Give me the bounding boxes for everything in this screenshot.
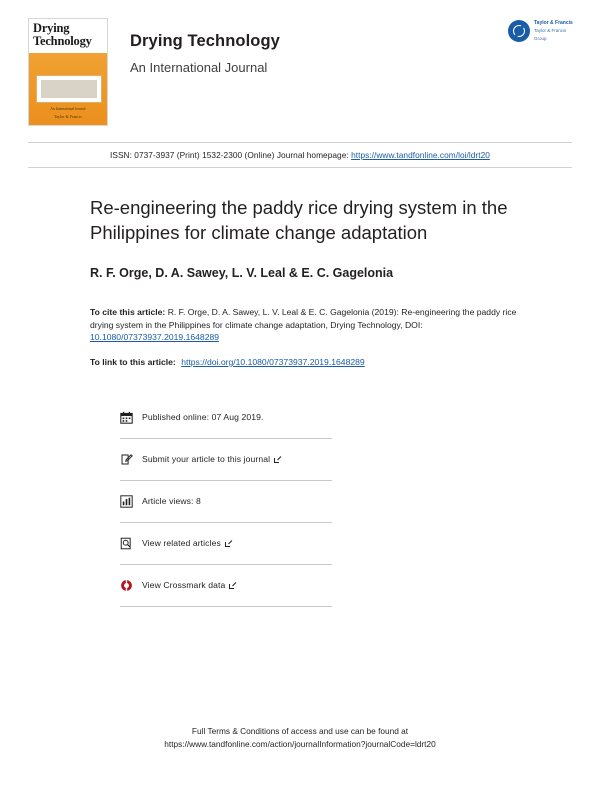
article-link-block <box>90 357 572 367</box>
journal-title: Drying Technology <box>130 32 280 50</box>
action-row-crossmark[interactable] <box>120 565 332 607</box>
external-link-icon <box>229 582 236 589</box>
tf-logo-line2: Taylor & Francis Group <box>534 27 567 41</box>
action-label-crossmark <box>142 580 236 590</box>
issn-line <box>28 142 572 168</box>
article-link-label: To link to this article: <box>90 356 176 367</box>
action-text-crossmark: View Crossmark data <box>142 580 226 591</box>
article-authors: R. F. Orge, D. A. Sawey, L. V. Leal & E. C. Gagelonia <box>90 266 394 280</box>
action-row-published-online <box>120 397 332 439</box>
action-row-related-articles[interactable] <box>120 523 332 565</box>
action-label-published-online: Published online: 07 Aug 2019. <box>142 412 264 423</box>
external-link-icon <box>225 540 232 547</box>
article-doi-link[interactable]: https://doi.org/10.1080/07373937.2019.1648289 <box>181 356 365 367</box>
cover-artwork <box>29 53 107 125</box>
cover-title-line2: Technology <box>33 34 92 48</box>
action-text-submit-article: Submit your article to this journal <box>142 454 271 465</box>
citation-block <box>90 306 522 344</box>
cover-photo-inner <box>41 80 97 98</box>
action-label-related-articles <box>142 538 232 548</box>
article-views-icon <box>120 495 142 508</box>
cover-title-band <box>29 19 107 54</box>
related-articles-icon <box>120 537 142 550</box>
page-footer <box>0 725 600 750</box>
issn-text: ISSN: 0737-3937 (Print) 1532-2300 (Online) Journal homepage: <box>110 150 349 160</box>
citation-doi-link[interactable]: 10.1080/07373937.2019.1648289 <box>90 332 220 343</box>
citation-label: To cite this article: <box>90 307 166 317</box>
action-label-article-views: Article views: 8 <box>142 496 201 507</box>
action-row-submit-article[interactable] <box>120 439 332 481</box>
taylor-francis-wordmark <box>534 20 574 43</box>
cover-title <box>33 22 103 48</box>
masthead <box>0 0 600 126</box>
article-title: Re-engineering the paddy rice drying system in the Philippines for climate change adaptation <box>90 197 508 243</box>
journal-info <box>130 18 280 75</box>
action-text-related-articles: View related articles <box>142 538 221 549</box>
action-label-submit-article <box>142 454 281 464</box>
footer-line2[interactable]: https://www.tandfonline.com/action/journalInformation?journalCode=ldrt20 <box>164 738 436 749</box>
submit-article-icon <box>120 453 142 466</box>
taylor-francis-mark-icon <box>508 20 530 42</box>
footer-line1: Full Terms & Conditions of access and use can be found at <box>191 726 409 736</box>
cover-title-line1: Drying <box>33 21 70 35</box>
article-actions <box>120 397 332 607</box>
crossmark-icon <box>120 579 142 592</box>
journal-subtitle: An International Journal <box>130 60 268 75</box>
cover-publisher: Taylor & Francis <box>54 115 82 119</box>
cover-photo <box>36 75 102 103</box>
journal-homepage-link[interactable]: https://www.tandfonline.com/loi/ldrt20 <box>351 150 490 160</box>
taylor-francis-logo <box>508 18 574 44</box>
citation-text: R. F. Orge, D. A. Sawey, L. V. Leal & E. C. Gagelonia (2019): Re-engineering the paddy rice drying system in the Philippines for climate change adaptation, Drying Technology, DOI: <box>90 307 517 330</box>
journal-cover-thumbnail <box>28 18 108 126</box>
calendar-icon <box>120 411 142 424</box>
action-row-article-views <box>120 481 332 523</box>
external-link-icon <box>274 456 281 463</box>
cover-subtitle: An International Journal <box>50 107 86 111</box>
article-block <box>0 195 600 607</box>
tf-logo-line1: Taylor & Francis <box>534 19 573 26</box>
